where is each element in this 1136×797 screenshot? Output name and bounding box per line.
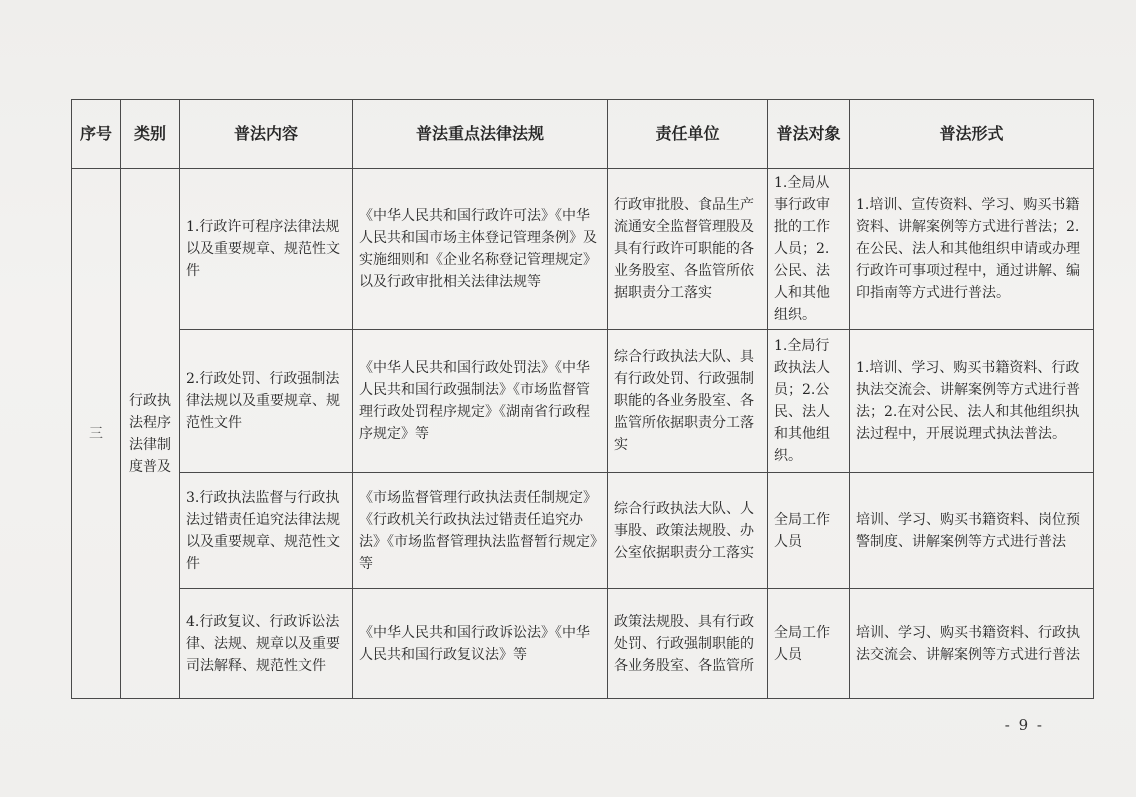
unit-cell: 政策法规股、具有行政处罚、行政强制职能的各业务股室、各监管所 bbox=[608, 589, 768, 699]
header-laws: 普法重点法律法规 bbox=[353, 100, 608, 169]
table-row bbox=[72, 589, 1094, 699]
target-cell: 1.全局从事行政审批的工作人员；2.公民、法人和其他组织。 bbox=[768, 169, 850, 330]
seq-cell: 三 bbox=[72, 169, 121, 699]
header-content: 普法内容 bbox=[180, 100, 353, 169]
header-seq: 序号 bbox=[72, 100, 121, 169]
header-category: 类别 bbox=[121, 100, 180, 169]
form-cell: 1.培训、宣传资料、学习、购买书籍资料、讲解案例等方式进行普法；2.在公民、法人和其他组织申请或办理行政许可事项过程中，通过讲解、编印指南等方式进行普法。 bbox=[850, 169, 1094, 330]
form-cell: 培训、学习、购买书籍资料、岗位预警制度、讲解案例等方式进行普法 bbox=[850, 473, 1094, 589]
table-row bbox=[72, 473, 1094, 589]
content-cell: 3.行政执法监督与行政执法过错责任追究法律法规以及重要规章、规范性文件 bbox=[180, 473, 353, 589]
header-unit: 责任单位 bbox=[608, 100, 768, 169]
unit-cell: 行政审批股、食品生产流通安全监督管理股及具有行政许可职能的各业务股室、各监管所依据职责分工落实 bbox=[608, 169, 768, 330]
table-row bbox=[72, 330, 1094, 473]
form-cell: 1.培训、学习、购买书籍资料、行政执法交流会、讲解案例等方式进行普法；2.在对公民、法人和其他组织执法过程中，开展说理式执法普法。 bbox=[850, 330, 1094, 473]
unit-cell: 综合行政执法大队、人事股、政策法规股、办公室依据职责分工落实 bbox=[608, 473, 768, 589]
target-cell: 全局工作人员 bbox=[768, 473, 850, 589]
law-publicity-table bbox=[71, 99, 1094, 699]
target-cell: 1.全局行政执法人员；2.公民、法人和其他组织。 bbox=[768, 330, 850, 473]
form-cell: 培训、学习、购买书籍资料、行政执法交流会、讲解案例等方式进行普法 bbox=[850, 589, 1094, 699]
page-number: - 9 - bbox=[1004, 716, 1044, 734]
header-form: 普法形式 bbox=[850, 100, 1094, 169]
laws-cell: 《中华人民共和国行政许可法》《中华人民共和国市场主体登记管理条例》及实施细则和《企业名称登记管理规定》以及行政审批相关法律法规等 bbox=[353, 169, 608, 330]
table-header-row bbox=[72, 100, 1094, 169]
content-cell: 4.行政复议、行政诉讼法律、法规、规章以及重要司法解释、规范性文件 bbox=[180, 589, 353, 699]
table-row bbox=[72, 169, 1094, 330]
laws-cell: 《中华人民共和国行政诉讼法》《中华人民共和国行政复议法》等 bbox=[353, 589, 608, 699]
content-cell: 2.行政处罚、行政强制法律法规以及重要规章、规范性文件 bbox=[180, 330, 353, 473]
unit-cell: 综合行政执法大队、具有行政处罚、行政强制职能的各业务股室、各监管所依据职责分工落实 bbox=[608, 330, 768, 473]
category-cell: 行政执法程序法律制度普及 bbox=[121, 169, 180, 699]
laws-cell: 《市场监督管理行政执法责任制规定》《行政机关行政执法过错责任追究办法》《市场监督管理执法监督暂行规定》等 bbox=[353, 473, 608, 589]
header-target: 普法对象 bbox=[768, 100, 850, 169]
target-cell: 全局工作人员 bbox=[768, 589, 850, 699]
content-cell: 1.行政许可程序法律法规以及重要规章、规范性文件 bbox=[180, 169, 353, 330]
laws-cell: 《中华人民共和国行政处罚法》《中华人民共和国行政强制法》《市场监督管理行政处罚程序规定》《湖南省行政程序规定》等 bbox=[353, 330, 608, 473]
